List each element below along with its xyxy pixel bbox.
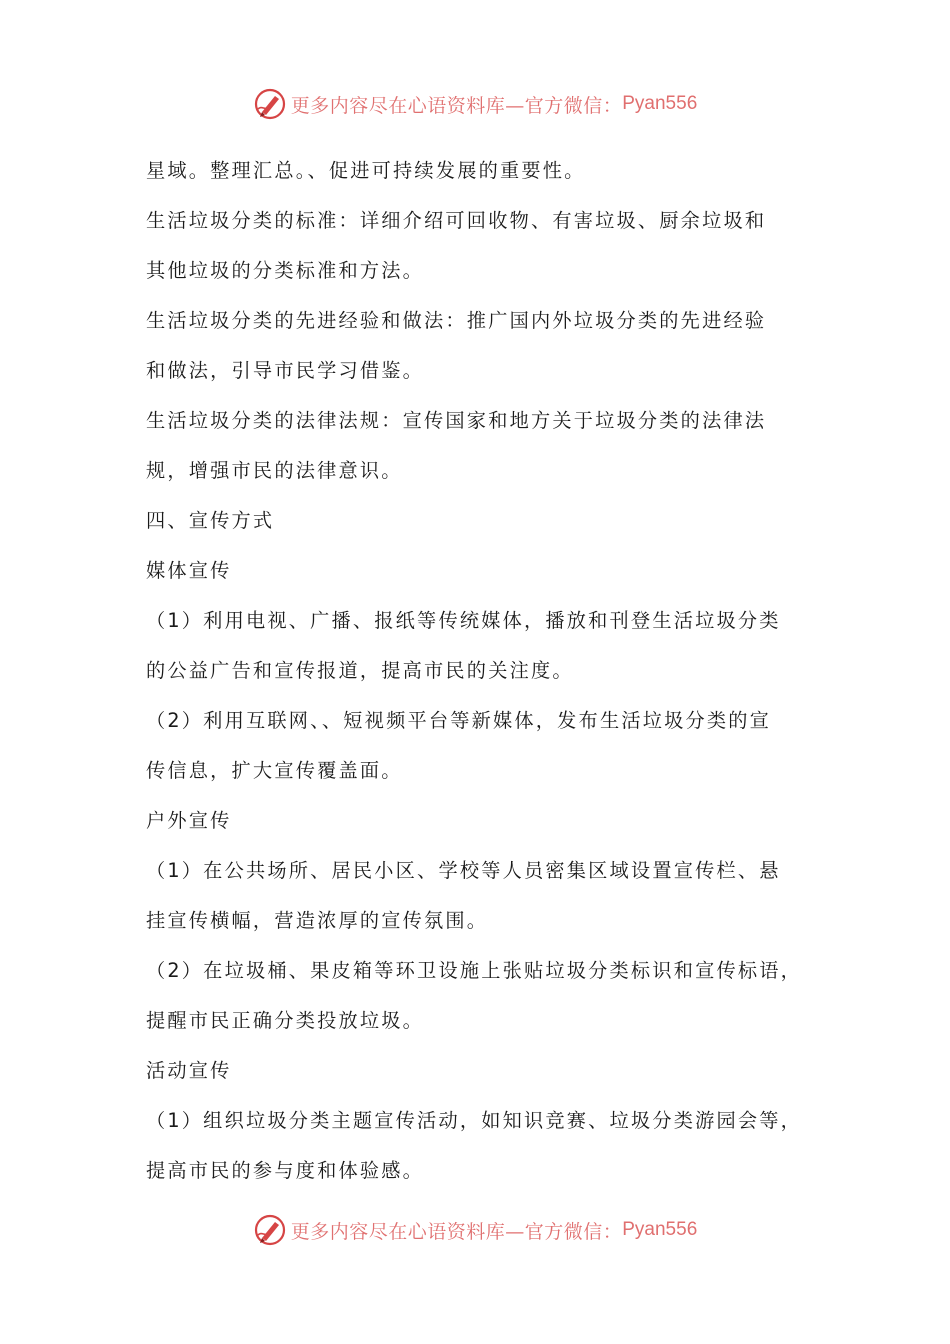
- text-line: 其他垃圾的分类标准和方法。: [146, 259, 425, 282]
- text-line: 规，增强市民的法律意识。: [146, 459, 403, 482]
- text-line: 生活垃圾分类的先进经验和做法：推广国内外垃圾分类的先进经验: [146, 309, 767, 332]
- text-line: 和做法，引导市民学习借鉴。: [146, 359, 425, 382]
- watermark-id: Pyan556: [622, 1219, 698, 1240]
- text-line: 传信息，扩大宣传覆盖面。: [146, 759, 403, 782]
- watermark-id: Pyan556: [622, 93, 698, 114]
- text-line: （2）在垃圾桶、果皮箱等环卫设施上张贴垃圾分类标识和宣传标语，: [146, 959, 803, 982]
- text-line: （1）组织垃圾分类主题宣传活动，如知识竞赛、垃圾分类游园会等，: [146, 1109, 803, 1132]
- text-line: 提高市民的参与度和体验感。: [146, 1159, 425, 1182]
- subsection-heading: 活动宣传: [146, 1059, 232, 1082]
- pen-logo-icon: [253, 1213, 287, 1247]
- text-line: 的公益广告和宣传报道，提高市民的关注度。: [146, 659, 574, 682]
- header-watermark: [0, 84, 950, 124]
- document-body: [146, 146, 816, 1196]
- watermark-text: 更多内容尽在心语资料库—官方微信：: [290, 1220, 623, 1243]
- text-line: （1）在公共场所、居民小区、学校等人员密集区域设置宣传栏、悬: [146, 859, 781, 882]
- section-heading: 四、宣传方式: [146, 509, 275, 532]
- text-line: （2）利用互联网、、短视频平台等新媒体，发布生活垃圾分类的宣: [146, 709, 772, 732]
- pen-logo-icon: [253, 87, 287, 121]
- text-line: （1）利用电视、广播、报纸等传统媒体，播放和刊登生活垃圾分类: [146, 609, 781, 632]
- watermark-text: 更多内容尽在心语资料库—官方微信：: [290, 94, 623, 117]
- text-line: 生活垃圾分类的法律法规：宣传国家和地方关于垃圾分类的法律法: [146, 409, 767, 432]
- text-line: 生活垃圾分类的标准：详细介绍可回收物、有害垃圾、厨余垃圾和: [146, 209, 767, 232]
- subsection-heading: 媒体宣传: [146, 559, 232, 582]
- text-line: 挂宣传横幅，营造浓厚的宣传氛围。: [146, 909, 489, 932]
- text-line: 提醒市民正确分类投放垃圾。: [146, 1009, 425, 1032]
- subsection-heading: 户外宣传: [146, 809, 232, 832]
- footer-watermark: [0, 1210, 950, 1250]
- text-line: 星域。整理汇总。、促进可持续发展的重要性。: [146, 159, 586, 182]
